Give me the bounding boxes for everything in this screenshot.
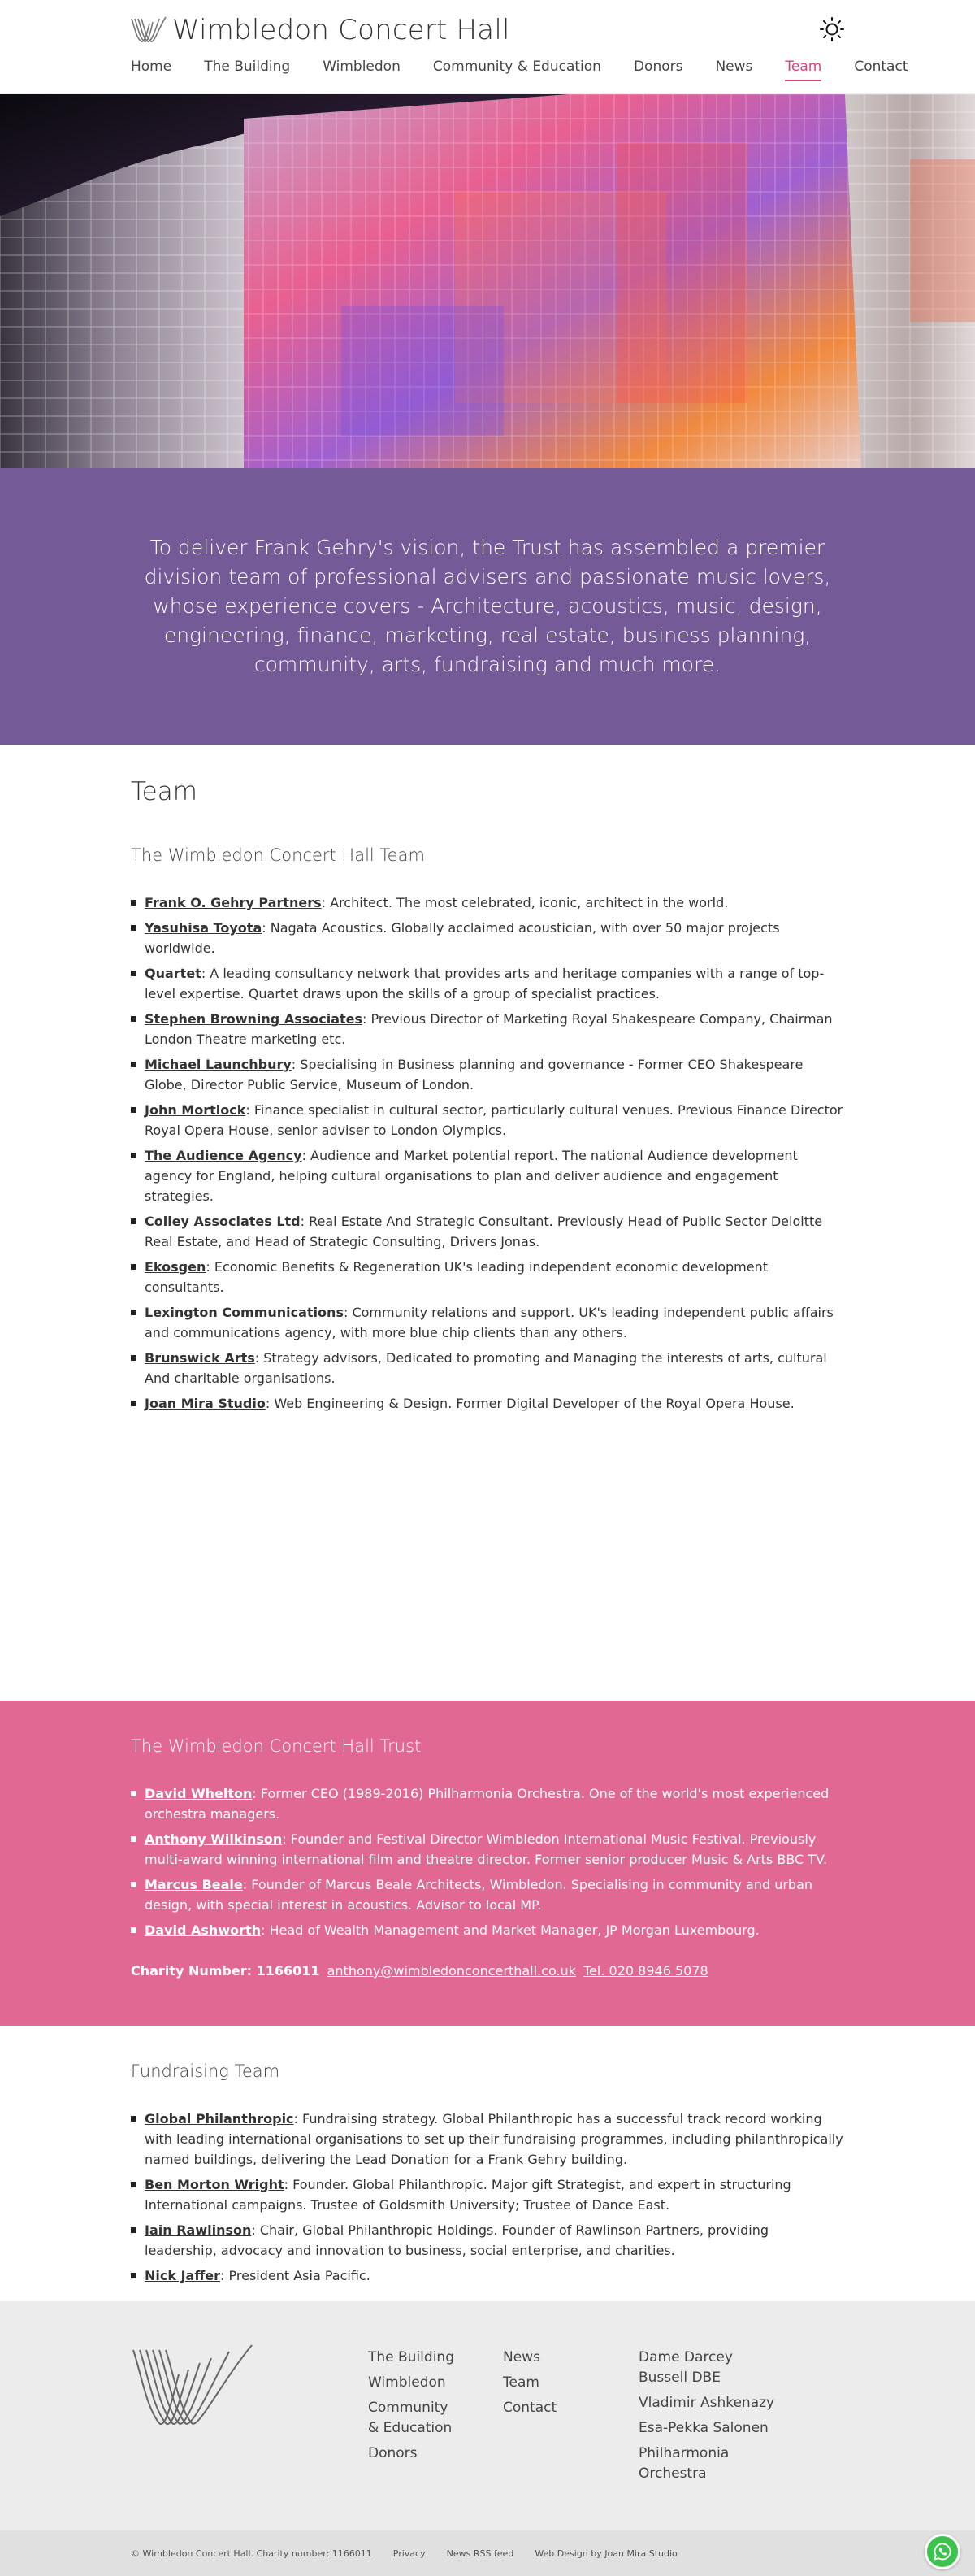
member-link[interactable]: Michael Launchbury <box>145 1057 292 1072</box>
site-title: Wimbledon Concert Hall <box>172 14 510 46</box>
trust-section-title: The Wimbledon Concert Hall Trust <box>131 1736 422 1756</box>
member-desc: : Specialising in Business planning and governance - Former CEO Shakespeare Globe, Director Public Service, Museum of London. <box>145 1057 804 1093</box>
footer-link[interactable]: Team <box>503 2374 540 2391</box>
member-link[interactable]: John Mortlock <box>145 1102 246 1118</box>
nav-the-building[interactable]: The Building <box>204 59 291 75</box>
list-item <box>131 1874 844 1915</box>
member-desc: : Previous Director of Marketing Royal Shakespeare Company, Chairman London Theatre marketing etc. <box>145 1011 833 1047</box>
bottom-bar <box>0 2530 975 2576</box>
member-link[interactable]: The Audience Agency <box>145 1148 302 1163</box>
list-item <box>131 1145 844 1206</box>
w-wave-logo-icon[interactable] <box>130 2342 260 2431</box>
member-desc: : Chair, Global Philanthropic Holdings. Founder of Rawlinson Partners, providing leadership, advocacy and innovation to business, social enterprise, and charities. <box>145 2222 769 2258</box>
intro-text: To deliver Frank Gehry's vision, the Trust has assembled a premier division team of professional advisers and passionate music lovers, whose experience covers - Architecture, acoustics, music, design, engineering, finance, marketing, real estate, business planning, community, arts, fundraising and much more. <box>144 536 831 676</box>
list-item <box>131 1920 844 1940</box>
member-name: Quartet <box>145 966 202 981</box>
member-link[interactable]: Joan Mira Studio <box>145 1396 266 1411</box>
footer-link[interactable]: Esa-Pekka Salonen <box>639 2420 769 2436</box>
brand[interactable] <box>130 11 510 49</box>
nav-team[interactable]: Team <box>785 59 821 81</box>
footer-link[interactable]: Donors <box>368 2445 418 2461</box>
nav-news[interactable]: News <box>715 59 753 75</box>
privacy-link[interactable]: Privacy <box>392 2548 426 2559</box>
list-item <box>131 1393 844 1414</box>
member-desc: : President Asia Pacific. <box>220 2268 370 2283</box>
member-desc: : Audience and Market potential report. The national Audience development agency for England, helping cultural organisations to plan and deliver audience and engagement strategies. <box>145 1148 798 1204</box>
list-item <box>131 1783 844 1824</box>
member-link[interactable]: Nick Jaffer <box>145 2268 221 2283</box>
team-section <box>0 745 975 1701</box>
member-link[interactable]: Lexington Communications <box>145 1305 344 1320</box>
member-desc: : Real Estate And Strategic Consultant. Previously Head of Public Sector Deloitte Real Estate, and Head of Strategic Consulting, Drivers Jonas. <box>145 1214 823 1249</box>
member-desc: : Finance specialist in cultural sector, particularly cultural venues. Previous Finance Director Royal Opera House, senior adviser to London Olympics. <box>145 1102 843 1138</box>
member-desc: : Founder and Festival Director Wimbledon International Music Festival. Previously multi-award winning international film and theatre director. Former senior producer Music & Arts BBC TV. <box>145 1831 828 1867</box>
member-desc: : A leading consultancy network that provides arts and heritage companies with a range of top-level expertise. Quartet draws upon the skills of a group of specialist practices. <box>145 966 825 1001</box>
w-wave-logo-icon <box>130 14 167 46</box>
member-desc: : Former CEO (1989-2016) Philharmonia Orchestra. One of the world's most experienced orchestra managers. <box>145 1786 830 1822</box>
list-item <box>131 1054 844 1095</box>
member-link[interactable]: Frank O. Gehry Partners <box>145 895 322 910</box>
list-item <box>131 1257 844 1297</box>
list-item <box>131 918 844 958</box>
list-item <box>131 1829 844 1870</box>
list-item <box>131 1348 844 1388</box>
footer-link[interactable]: The Building <box>368 2349 454 2365</box>
member-desc: : Strategy advisors, Dedicated to promoting and Managing the interests of arts, cultural And charitable organisations. <box>145 1350 827 1386</box>
footer-link[interactable]: News <box>503 2349 540 2365</box>
member-link[interactable]: David Whelton <box>145 1786 253 1801</box>
member-link[interactable]: Brunswick Arts <box>145 1350 255 1366</box>
phone-link[interactable]: Tel. 020 8946 5078 <box>583 1963 708 1979</box>
nav-donors[interactable]: Donors <box>633 59 683 75</box>
member-desc: : Founder. Global Philanthropic. Major gift Strategist, and expert in structuring International campaigns. Trustee of Goldsmith University; Trustee of Dance East. <box>145 2177 791 2213</box>
list-item <box>131 1100 844 1140</box>
member-desc: : Founder of Marcus Beale Architects, Wimbledon. Specialising in community and urban design, with special interest in acoustics. Advisor to local MP. <box>145 1877 813 1913</box>
footer-link[interactable]: Vladimir Ashkenazy <box>639 2395 775 2411</box>
member-link[interactable]: Ekosgen <box>145 1259 206 1275</box>
charity-line <box>131 1963 844 1979</box>
member-link[interactable]: David Ashworth <box>145 1922 262 1938</box>
hero-image <box>0 94 975 468</box>
nav-wimbledon[interactable]: Wimbledon <box>323 59 401 75</box>
fundraising-list <box>131 2109 844 2286</box>
nav-community-education[interactable]: Community & Education <box>432 59 601 75</box>
page-title: Team <box>131 777 197 806</box>
member-desc: : Head of Wealth Management and Market Manager, JP Morgan Luxembourg. <box>261 1922 760 1938</box>
nav-home[interactable]: Home <box>131 59 172 75</box>
team-section-title: The Wimbledon Concert Hall Team <box>131 845 425 865</box>
glass-building-image <box>0 94 975 468</box>
member-desc: : Community relations and support. UK's leading independent public affairs and communications agency, with more blue chip clients than any others. <box>145 1305 834 1340</box>
list-item <box>131 2109 844 2170</box>
member-desc: : Architect. The most celebrated, iconic, architect in the world. <box>321 895 729 910</box>
fundraising-section-title: Fundraising Team <box>131 2061 280 2081</box>
main-nav <box>131 59 940 81</box>
list-item <box>131 893 844 913</box>
footer-col-patrons <box>639 2348 785 2489</box>
whatsapp-icon <box>933 2542 952 2561</box>
list-item <box>131 2265 844 2286</box>
footer-link[interactable]: Community & Education <box>368 2400 453 2436</box>
list-item <box>131 2174 844 2215</box>
member-link[interactable]: Ben Morton Wright <box>145 2177 284 2192</box>
member-desc: : Fundraising strategy. Global Philanthropic has a successful track record working with leading international organisations to set up their fundraising programmes, including philanthropically named buildings, delivering the Lead Donation for a Frank Gehry building. <box>145 2111 843 2167</box>
member-desc: : Web Engineering & Design. Former Digital Developer of the Royal Opera House. <box>265 1396 795 1411</box>
member-link[interactable]: Anthony Wilkinson <box>145 1831 283 1847</box>
fundraising-section <box>0 2026 975 2301</box>
trust-section <box>0 1701 975 2026</box>
member-link[interactable]: Colley Associates Ltd <box>145 1214 301 1229</box>
member-link[interactable]: Yasuhisa Toyota <box>145 920 262 936</box>
email-link[interactable]: anthony@wimbledonconcerthall.co.uk <box>327 1963 576 1979</box>
whatsapp-button[interactable] <box>925 2534 960 2569</box>
footer-col-info <box>503 2348 633 2423</box>
member-desc: : Nagata Acoustics. Globally acclaimed acoustician, with over 50 major projects worldwide. <box>145 920 780 956</box>
list-item <box>131 1009 844 1049</box>
charity-number: Charity Number: 1166011 <box>131 1963 320 1979</box>
footer-link[interactable]: Contact <box>503 2400 557 2416</box>
member-link[interactable]: Iain Rawlinson <box>145 2222 252 2238</box>
list-item <box>131 2220 844 2261</box>
list-item <box>131 1302 844 1343</box>
copyright: © Wimbledon Concert Hall. Charity number: 1166011 <box>131 2548 372 2559</box>
rss-link[interactable]: News RSS feed <box>446 2548 514 2559</box>
sun-icon[interactable] <box>819 16 845 42</box>
footer-link[interactable]: Wimbledon <box>368 2374 446 2391</box>
list-item <box>131 963 844 1004</box>
site-footer <box>0 2301 975 2530</box>
credit-link[interactable]: Web Design by Joan Mira Studio <box>535 2548 678 2559</box>
site-header <box>0 0 975 94</box>
member-link[interactable]: Stephen Browning Associates <box>145 1011 363 1027</box>
trust-list <box>131 1783 844 1940</box>
footer-col-site <box>368 2348 498 2469</box>
list-item <box>131 1211 844 1252</box>
footer-link[interactable]: Philharmonia Orchestra <box>639 2445 730 2482</box>
member-link[interactable]: Marcus Beale <box>145 1877 243 1892</box>
member-link[interactable]: Global Philanthropic <box>145 2111 294 2126</box>
member-desc: : Economic Benefits & Regeneration UK's leading independent economic development consultants. <box>145 1259 769 1295</box>
intro-band <box>0 468 975 745</box>
team-list <box>131 893 844 1414</box>
nav-contact[interactable]: Contact <box>854 59 908 75</box>
footer-link[interactable]: Dame Darcey Bussell DBE <box>639 2349 733 2386</box>
